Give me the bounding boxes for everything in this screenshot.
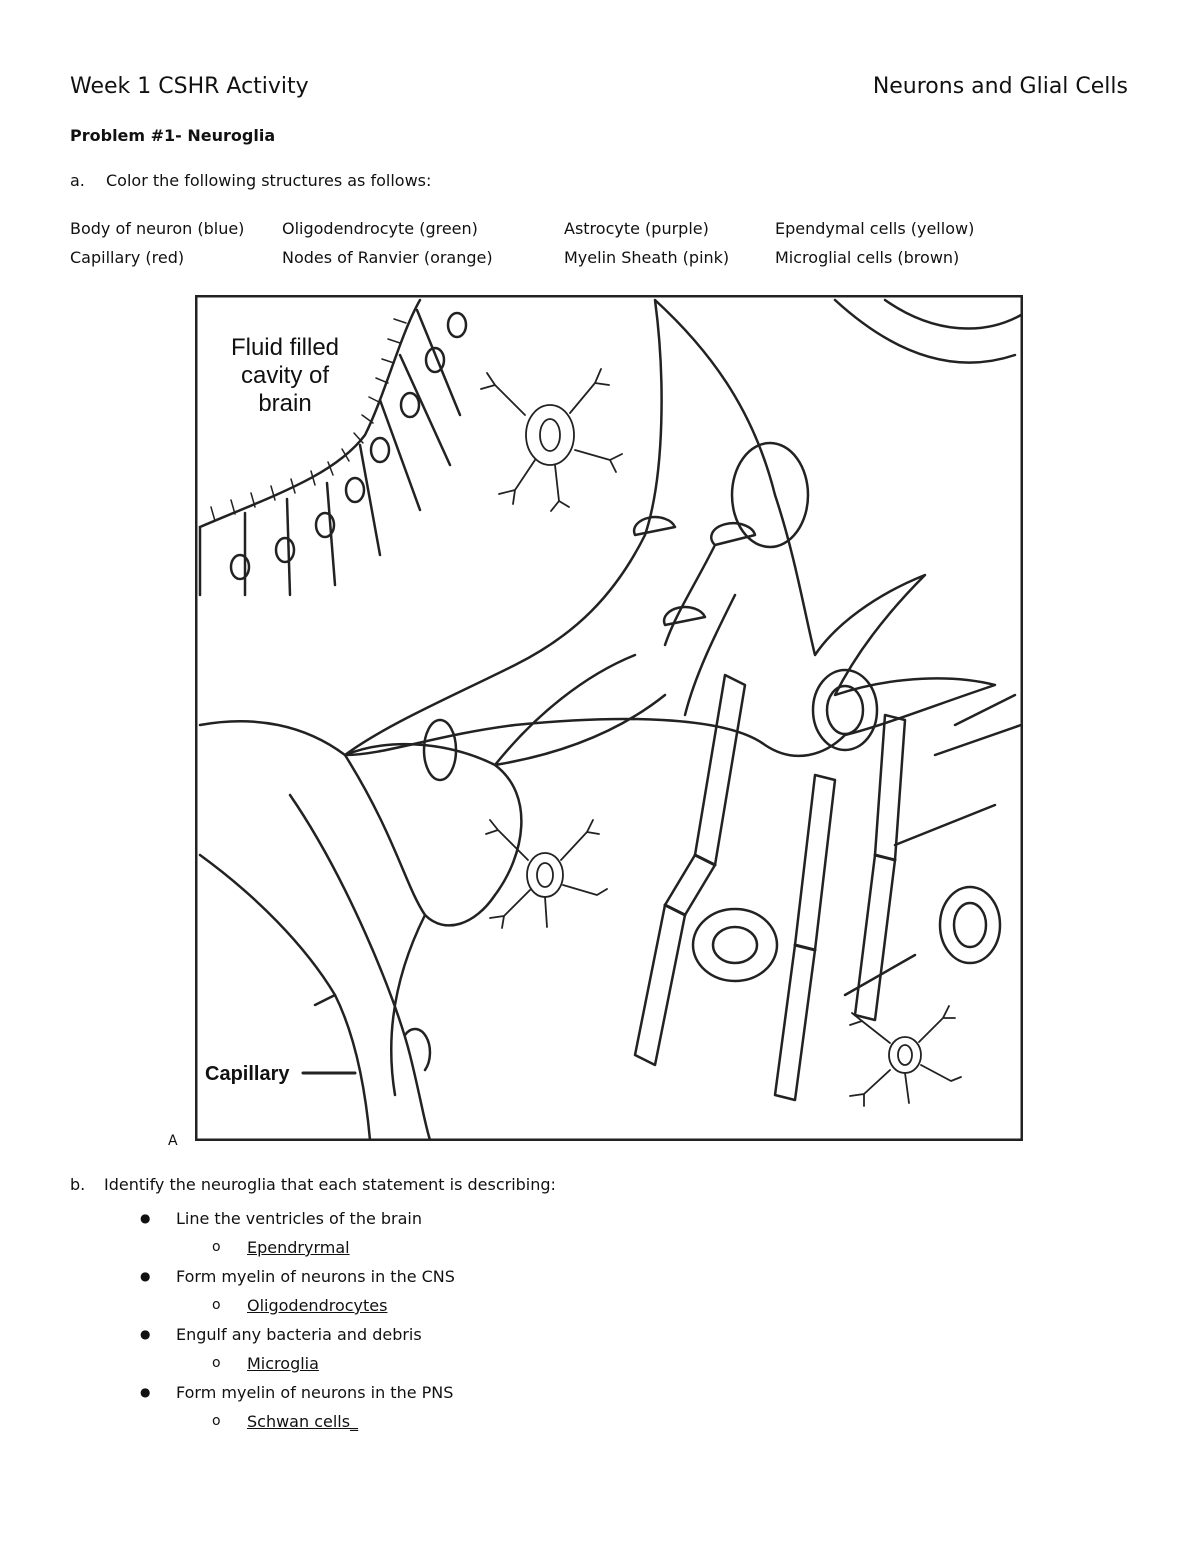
answer: Ependryrmal: [247, 1238, 350, 1257]
bullet-icon: ●: [140, 1385, 151, 1399]
legend-row: [70, 214, 974, 243]
sub-bullet-icon: o: [212, 1297, 221, 1313]
statement: Form myelin of neurons in the CNS: [176, 1267, 455, 1286]
list-item: [140, 1320, 455, 1349]
bullet-icon: ●: [140, 1211, 151, 1225]
bullet-icon: ●: [140, 1269, 151, 1283]
legend-item: Oligodendrocyte (green): [282, 219, 478, 238]
nodes-of-ranvier: [665, 855, 895, 950]
label-cavity-line-1: Fluid filled: [230, 334, 340, 361]
part-a-label: a.: [70, 171, 85, 190]
capillary: [200, 795, 430, 1140]
oligodendrocyte-cell: [813, 670, 877, 750]
sub-bullet-icon: o: [212, 1413, 221, 1429]
neuron-nucleus: [732, 443, 808, 547]
part-b-question: [70, 1175, 556, 1194]
astrocyte-body: [345, 744, 521, 925]
statement: Engulf any bacteria and debris: [176, 1325, 422, 1344]
sub-bullet-icon: o: [212, 1355, 221, 1371]
legend-item: Myelin Sheath (pink): [564, 248, 730, 267]
part-b-list: [140, 1204, 455, 1436]
answer-row: [140, 1349, 455, 1378]
statement: Line the ventricles of the brain: [176, 1209, 423, 1228]
label-capillary: Capillary: [205, 1063, 290, 1085]
neuroglia-diagram: [195, 295, 1023, 1141]
label-cavity-line-2: cavity of: [240, 362, 330, 389]
part-a-instruction: Color the following structures as follows:: [106, 171, 432, 190]
list-item: [140, 1204, 455, 1233]
list-item: [140, 1262, 455, 1291]
header-right-title: Neurons and Glial Cells: [872, 74, 1128, 99]
legend-item: Microglial cells (brown): [775, 248, 960, 267]
figure-tag: A: [168, 1133, 178, 1149]
legend-item: Ependymal cells (yellow): [775, 219, 975, 238]
header-left-title: Week 1 CSHR Activity: [70, 74, 309, 99]
legend-item: Body of neuron (blue): [70, 219, 245, 238]
answer: Schwan cells_: [247, 1412, 359, 1431]
answer: Microglia: [247, 1354, 319, 1373]
legend-item: Nodes of Ranvier (orange): [282, 248, 493, 267]
oligodendrocyte-cell: [693, 909, 777, 981]
color-legend: [70, 214, 974, 272]
answer: Oligodendrocytes: [247, 1296, 388, 1315]
oligodendrocyte: [634, 517, 755, 715]
statement: Form myelin of neurons in the PNS: [176, 1383, 454, 1402]
answer-row: [140, 1407, 455, 1436]
answer-row: [140, 1233, 455, 1262]
oligodendrocyte-cell: [940, 887, 1000, 963]
part-b-label: b.: [70, 1175, 86, 1194]
legend-row: [70, 243, 974, 272]
legend-item: Astrocyte (purple): [564, 219, 709, 238]
microglia: [481, 369, 961, 1106]
legend-item: Capillary (red): [70, 248, 185, 267]
problem-title: Problem #1- Neuroglia: [70, 126, 276, 145]
list-item: [140, 1378, 455, 1407]
part-a-question: [70, 171, 431, 190]
answer-row: [140, 1291, 455, 1320]
bullet-icon: ●: [140, 1327, 151, 1341]
part-b-instruction: Identify the neuroglia that each statement is describing:: [104, 1175, 556, 1194]
sub-bullet-icon: o: [212, 1239, 221, 1255]
label-cavity-line-3: brain: [258, 390, 312, 417]
